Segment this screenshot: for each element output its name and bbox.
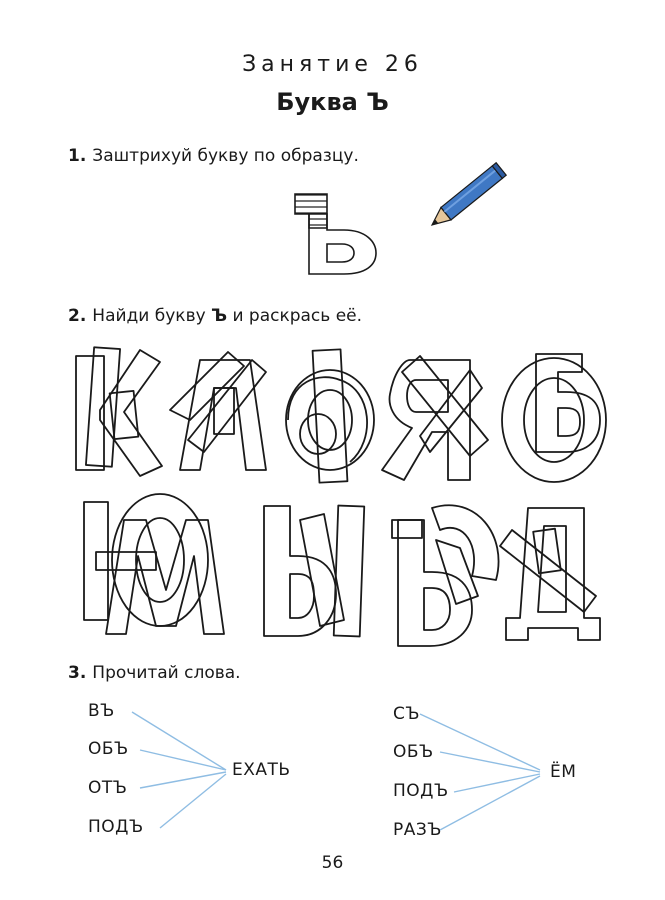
task-2-letter: Ъ — [211, 306, 228, 326]
prefix-right-2: ОБЪ — [393, 742, 434, 762]
prefix-right-1: СЪ — [393, 704, 421, 724]
letter-group-2 — [170, 352, 266, 470]
root-left: ЕХАТЬ — [232, 760, 291, 780]
task-2-text-before: Найди букву — [92, 306, 206, 326]
task-2-number: 2. — [68, 306, 87, 326]
prefix-right-3: ПОДЪ — [393, 781, 449, 801]
letter-group-6 — [84, 494, 224, 634]
pencil-icon — [427, 163, 506, 231]
prefix-left-1: ВЪ — [88, 701, 115, 721]
lesson-title: Занятие 26 — [242, 52, 423, 77]
letter-group-5 — [502, 354, 606, 482]
task-3-text: Прочитай слова. — [92, 663, 241, 683]
task-3-number: 3. — [68, 663, 87, 683]
letter-group-9 — [500, 508, 600, 640]
prefix-left-3: ОТЪ — [88, 778, 128, 798]
root-right: ЁМ — [550, 762, 577, 782]
letter-group-8 — [392, 505, 499, 646]
letter-group-7 — [264, 506, 364, 637]
task-2-text-after: и раскрась её. — [232, 306, 363, 326]
connector-lines — [132, 712, 540, 830]
page-number: 56 — [321, 853, 344, 873]
letter-puzzle — [76, 347, 606, 646]
letter-group-3 — [286, 349, 374, 482]
prefix-left-4: ПОДЪ — [88, 817, 144, 837]
hard-sign-sample — [295, 194, 376, 274]
prefix-right-4: РАЗЪ — [393, 820, 442, 840]
task-1-number: 1. — [68, 146, 87, 166]
task-1-text: Заштрихуй букву по образцу. — [92, 146, 359, 166]
letter-title: Буква Ъ — [276, 88, 389, 116]
letter-group-1 — [76, 347, 162, 476]
letter-group-4 — [382, 356, 488, 480]
prefix-left-2: ОБЪ — [88, 739, 129, 759]
